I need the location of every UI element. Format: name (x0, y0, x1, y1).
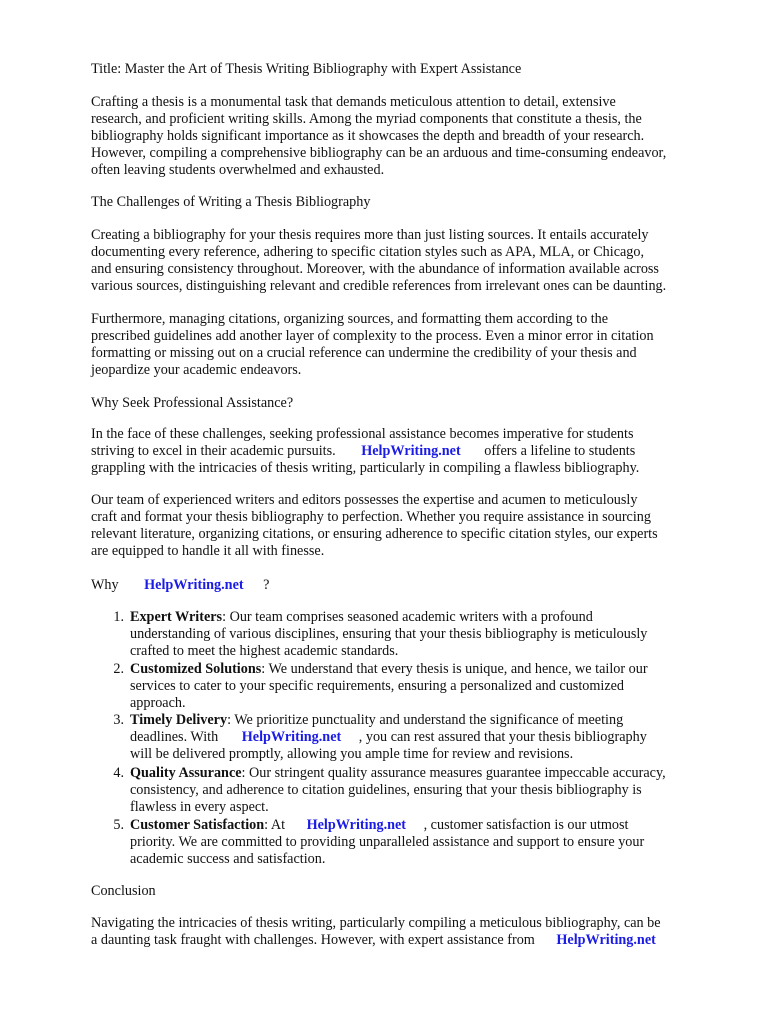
conclusion-paragraph: Navigating the intricacies of thesis writing, particularly compiling a meticulous bibliography, can be a daunting task fraught with challenges. However, with expert assistance from HelpWriting.net (91, 915, 661, 948)
seek-paragraph-1: In the face of these challenges, seeking professional assistance becomes imperative for students striving to excel in their academic pursuits. HelpWriting.net offers a lifeline to students grappling with the intricacies of thesis writing, particularly in compiling a flawless bibliography. (91, 426, 640, 476)
helpwriting-link[interactable]: HelpWriting.net (361, 443, 461, 459)
helpwriting-link[interactable]: HelpWriting.net (556, 932, 656, 948)
helpwriting-link[interactable]: HelpWriting.net (144, 577, 244, 593)
list-item-quality-assurance: 4. Quality Assurance: Our stringent quality assurance measures guarantee impeccable accuracy, consistency, and adherence to citation guidelines, ensuring that your thesis bibliography is flawless in every aspect. (113, 765, 666, 815)
list-item-expert-writers: 1. Expert Writers: Our team comprises seasoned academic writers with a profound understanding of various disciplines, ensuring that your thesis bibliography is meticulously crafted to meet the highest academic standards. (113, 609, 648, 659)
heading-why-helpwriting: Why HelpWriting.net ? (91, 577, 270, 593)
list-item-timely-delivery: 3. Timely Delivery: We prioritize punctuality and understand the significance of meeting deadlines. With HelpWriting.net , you can rest assured that your thesis bibliography will be delivered promptly, allowing you ample time for review and revisions. (113, 712, 647, 762)
document-title: Title: Master the Art of Thesis Writing Bibliography with Expert Assistance (91, 61, 522, 77)
helpwriting-link[interactable]: HelpWriting.net (306, 817, 407, 833)
heading-why-seek: Why Seek Professional Assistance? (91, 395, 294, 411)
heading-conclusion: Conclusion (91, 883, 156, 899)
challenges-paragraph-1: Creating a bibliography for your thesis requires more than just listing sources. It entails accurately documenting every reference, adhering to specific citation styles such as APA, MLA, or Chicago, and ensuring consistency throughout. Moreover, with the abundance of information available across various sources, distinguishing relevant and credible references from irrelevant ones can be daunting. (91, 227, 667, 294)
seek-paragraph-2: Our team of experienced writers and editors possesses the expertise and acumen to meticulously craft and format your thesis bibliography to perfection. Whether you require assistance in sourcing relevant literature, organizing citations, or ensuring adherence to specific citation styles, our experts are equipped to handle it all with finesse. (91, 492, 658, 559)
heading-challenges: The Challenges of Writing a Thesis Bibliography (91, 194, 371, 210)
challenges-paragraph-2: Furthermore, managing citations, organizing sources, and formatting them according to the prescribed guidelines add another layer of complexity to the process. Even a minor error in citation formatting or missing out on a crucial reference can undermine the credibility of your thesis and jeopardize your academic endeavors. (91, 311, 654, 378)
intro-paragraph: Crafting a thesis is a monumental task that demands meticulous attention to detail, extensive research, and proficient writing skills. Among the myriad components that constitute a thesis, the bibliography holds significant importance as it showcases the depth and breadth of your research. However, compiling a comprehensive bibliography can be an arduous and time-consuming endeavor, often leaving students overwhelmed and exhausted. (91, 94, 667, 178)
list-item-customer-satisfaction: 5. Customer Satisfaction: At HelpWriting.net , customer satisfaction is our utmost priority. We are committed to providing unparalleled assistance and support to ensure your academic success and satisfaction. (113, 817, 645, 867)
list-item-customized-solutions: 2. Customized Solutions: We understand that every thesis is unique, and hence, we tailor our services to cater to your specific requirements, ensuring a personalized and customized approach. (113, 661, 648, 711)
helpwriting-link[interactable]: HelpWriting.net (241, 729, 342, 745)
